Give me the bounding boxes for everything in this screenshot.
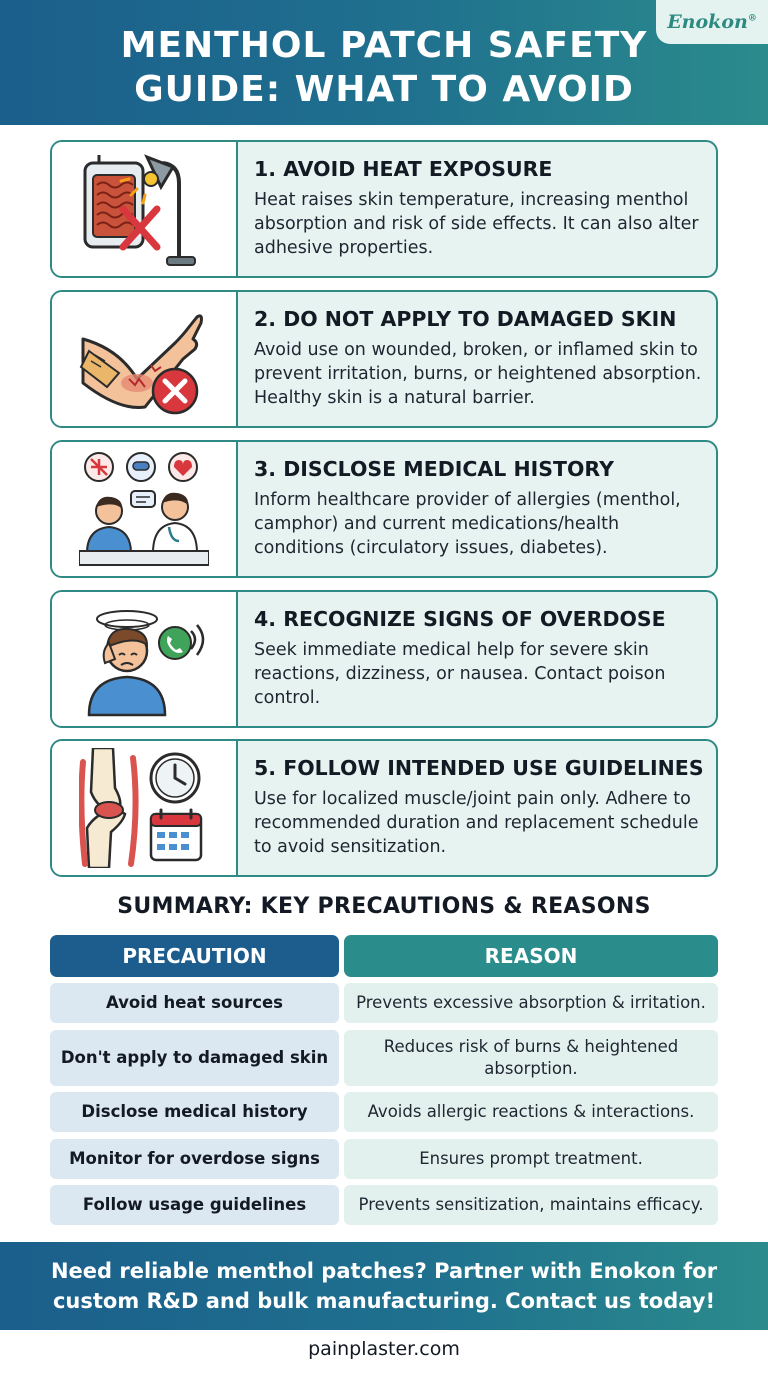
- page-title: MENTHOL PATCH SAFETY GUIDE: WHAT TO AVOID: [120, 25, 648, 110]
- card-damaged-skin: [50, 290, 718, 428]
- card-description: Avoid use on wounded, broken, or inflamed skin to prevent irritation, burns, or heightened absorption. Healthy skin is a natural barrier.: [254, 340, 702, 408]
- table-cell-reason: Prevents excessive absorption & irritation.: [344, 983, 718, 1023]
- card-title: 1. AVOID HEAT EXPOSURE: [254, 157, 553, 181]
- brand-badge: [656, 0, 768, 44]
- injured-arm-icon: [79, 299, 209, 419]
- card-title: 5. FOLLOW INTENDED USE GUIDELINES: [254, 756, 704, 780]
- reason-column-header: REASON: [344, 935, 718, 977]
- card-heat-exposure: [50, 140, 718, 278]
- card-title: 4. RECOGNIZE SIGNS OF OVERDOSE: [254, 607, 666, 631]
- card-description: Use for localized muscle/joint pain only. Adhere to recommended duration and replacement schedule to avoid sensitization.: [254, 789, 699, 857]
- table-cell-precaution: Disclose medical history: [50, 1092, 339, 1132]
- table-cell-precaution: Follow usage guidelines: [50, 1185, 339, 1225]
- card-description: Inform healthcare provider of allergies (menthol, camphor) and current medications/health conditions (circulatory issues, diabetes).: [254, 490, 681, 558]
- summary-title: SUMMARY: KEY PRECAUTIONS & REASONS: [117, 894, 651, 919]
- card-description: Heat raises skin temperature, increasing menthol absorption and risk of side effects. It can also alter adhesive properties.: [254, 190, 699, 258]
- card-description: Seek immediate medical help for severe skin reactions, dizziness, or nausea. Contact poison control.: [254, 640, 666, 708]
- table-cell-precaution: Monitor for overdose signs: [50, 1139, 339, 1179]
- table-cell-reason: Avoids allergic reactions & interactions.: [344, 1092, 718, 1132]
- website-link[interactable]: painplaster.com: [308, 1338, 460, 1360]
- brand-logo: Enokon®: [667, 11, 757, 33]
- joint-clock-calendar-icon: [79, 748, 209, 868]
- cta-text: Need reliable menthol patches? Partner with Enokon for custom R&D and bulk manufacturing. Contact us today!: [50, 1259, 718, 1313]
- heating-pad-lamp-icon: [79, 149, 209, 269]
- precaution-column-header: PRECAUTION: [50, 935, 339, 977]
- card-medical-history: [50, 440, 718, 578]
- card-title: 3. DISCLOSE MEDICAL HISTORY: [254, 457, 614, 481]
- card-title: 2. DO NOT APPLY TO DAMAGED SKIN: [254, 307, 677, 331]
- table-cell-precaution: Don't apply to damaged skin: [50, 1030, 339, 1086]
- table-cell-reason: Prevents sensitization, maintains efficacy.: [344, 1185, 718, 1225]
- card-use-guidelines: [50, 739, 718, 877]
- doctor-consultation-icon: [79, 449, 209, 569]
- card-overdose-signs: [50, 590, 718, 728]
- cta-banner: [0, 1242, 768, 1330]
- table-cell-precaution: Avoid heat sources: [50, 983, 339, 1023]
- table-cell-reason: Ensures prompt treatment.: [344, 1139, 718, 1179]
- table-cell-reason: Reduces risk of burns & heightened absorption.: [344, 1030, 718, 1086]
- dizzy-person-phone-icon: [79, 599, 209, 719]
- header-banner: [0, 0, 768, 125]
